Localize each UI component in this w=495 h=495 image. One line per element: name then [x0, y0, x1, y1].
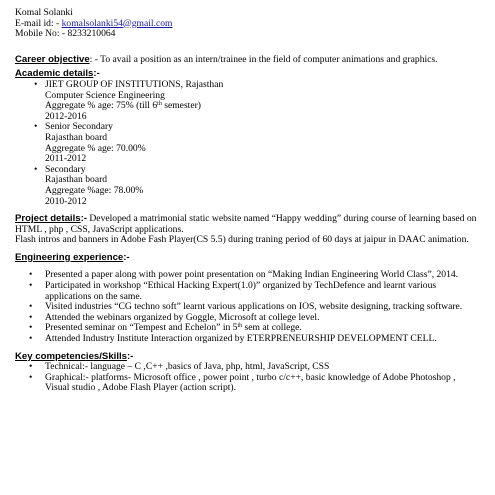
project-text-1: Developed a matrimonial static website named “Happy wedding” during course of learning based on HTML , php , CSS, JavaScript applications. — [15, 213, 477, 235]
academic-item — [15, 165, 481, 207]
aggregate: Aggregate % age: 75% (till 6th semester) — [45, 100, 201, 112]
competencies-heading-suffix: :- — [126, 350, 134, 362]
career-objective-text: : - To avail a position as an intern/trainee in the field of computer animations and graphics. — [89, 53, 438, 65]
project-heading: Project details — [15, 213, 81, 225]
institution: • Senior Secondary — [45, 121, 113, 133]
mobile-line: Mobile No: - 8233210064 — [15, 28, 116, 40]
years: 2010-2012 — [45, 195, 87, 207]
competency-item: • Technical:- language – C ,C++ ,basics of Java, php, html, JavaScript, CSS — [15, 362, 481, 373]
academic-list — [15, 80, 481, 207]
course: Computer Science Engineering — [45, 89, 165, 101]
years: 2012-2016 — [45, 110, 87, 122]
engineering-list — [15, 270, 481, 344]
project-section — [15, 214, 481, 246]
project-text-2: Flash intros and banners in Adobe Fash Player(CS 5.5) during traning period of 60 days at jaipur in DAAC animation. — [15, 234, 469, 246]
project-heading-suffix: :- — [80, 213, 87, 225]
academic-item — [15, 122, 481, 164]
board: Rajasthan board — [45, 131, 108, 143]
institution: • JIET GROUP OF INSTITUTIONS, Rajasthan — [45, 78, 224, 90]
career-objective-heading: Career objective — [15, 53, 90, 65]
candidate-name: Komal Solanki — [15, 7, 73, 18]
career-objective — [15, 55, 481, 66]
engineering-item: • Attended Industry Institute Interaction organized by ETERPRENEURSHIP DEVELOPMENT CELL. — [15, 334, 481, 345]
competencies-section — [15, 352, 481, 394]
academic-heading-suffix: :- — [93, 68, 100, 80]
email-label: E-mail id: - — [15, 17, 62, 29]
competencies-list — [15, 362, 481, 394]
engineering-section — [15, 253, 481, 345]
engineering-heading: Engineering experience — [15, 251, 124, 263]
engineering-item: • Attended the webinars organized by Goggle, Microsoft at college level. — [15, 313, 481, 324]
competency-item: • Graphical:- platforms- Microsoft office , power point , turbo c/c++, basic knowledge of Adobe Photoshop , Visual studio , Adobe Flash Player (action script). — [15, 373, 481, 394]
board: Rajasthan board — [45, 174, 108, 186]
contact-block — [15, 8, 481, 40]
academic-heading: Academic details — [15, 68, 94, 80]
institution: • Secondary — [45, 163, 86, 175]
engineering-heading-suffix: :- — [123, 251, 130, 263]
aggregate: Aggregate %age: 78.00% — [45, 184, 144, 196]
engineering-item: • Participated in workshop “Ethical Hacking Expert(1.0)” organized by TechDefence and learnt various applications on the same. — [15, 281, 481, 302]
competencies-heading: Key competencies/Skills — [15, 350, 127, 362]
engineering-item: • Visited industries “CG techno soft” learnt various applications on IOS, website designing, tracking software. — [15, 302, 481, 313]
email-link[interactable]: komalsolanki54@gmail.com — [61, 17, 173, 29]
engineering-item: • Presented a paper along with power point presentation on “Making Indian Engineering World Class”, 2014. — [15, 270, 481, 281]
academic-section — [15, 69, 481, 207]
aggregate: Aggregate % age: 70.00% — [45, 142, 146, 154]
years: 2011-2012 — [45, 153, 87, 165]
academic-item — [15, 80, 481, 122]
engineering-item: • Presented seminar on “Tempest and Echelon” in 5th sem at college. — [15, 323, 481, 334]
